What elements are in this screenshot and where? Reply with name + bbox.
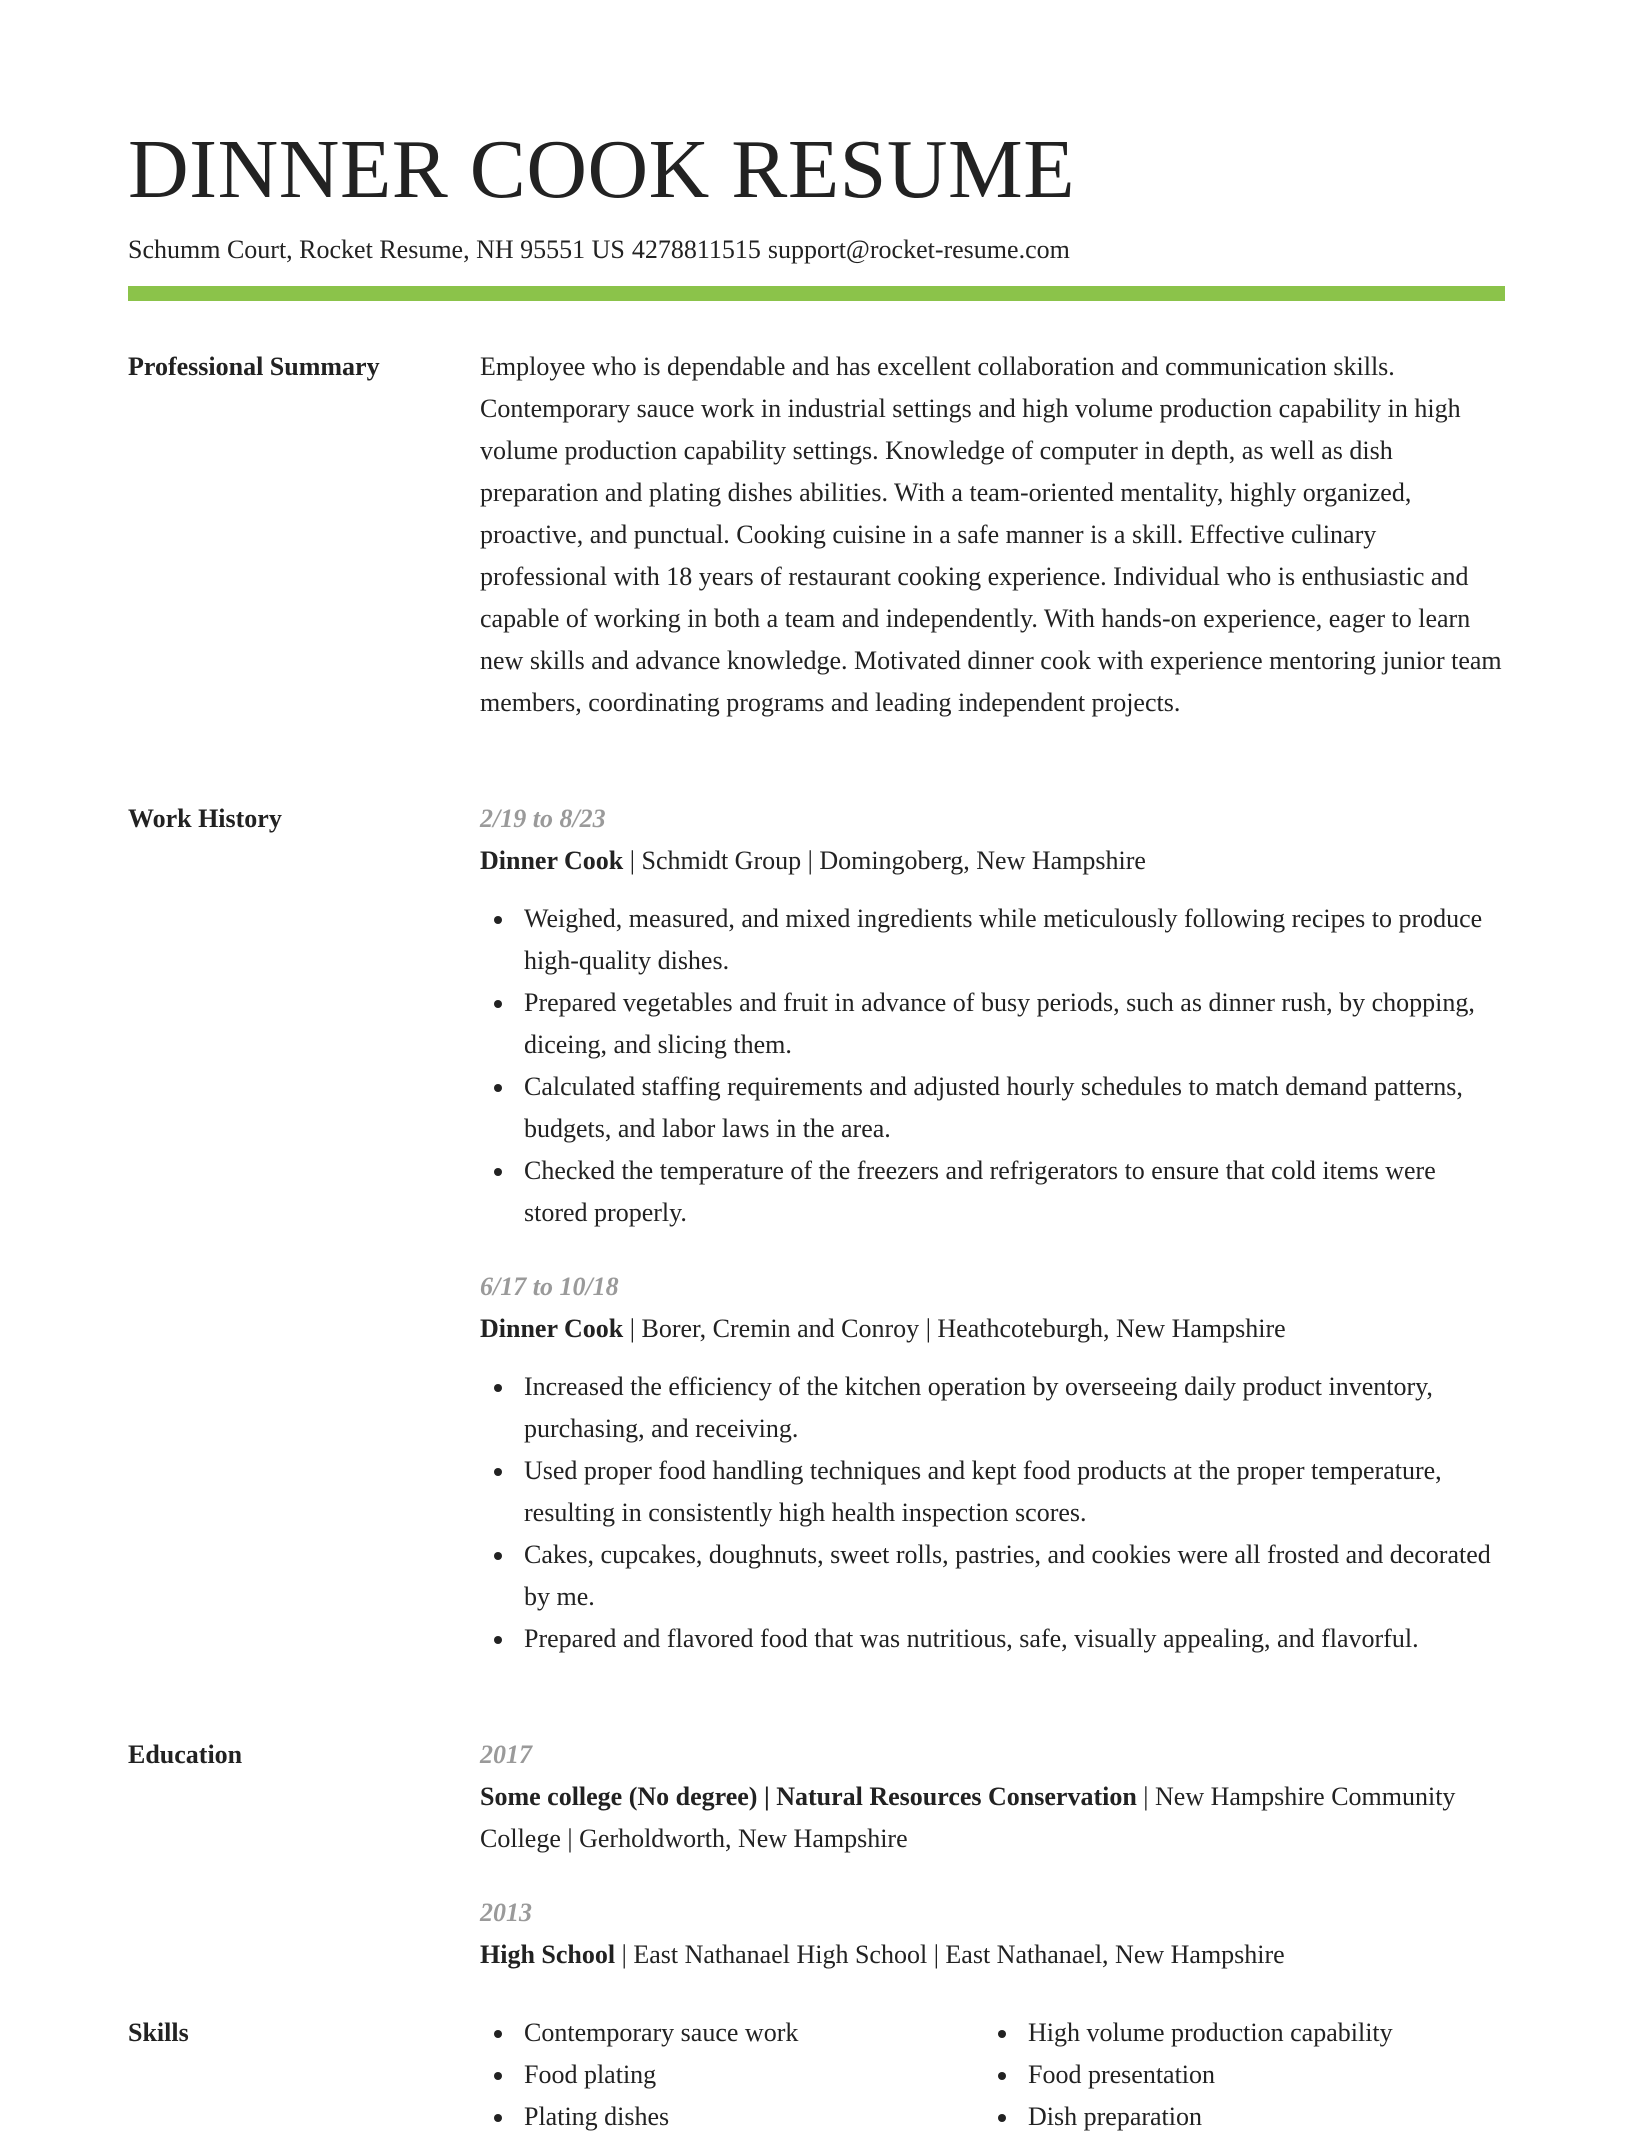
job-title: Dinner Cook [480, 846, 624, 875]
contact-address: Schumm Court, Rocket Resume, NH 95551 US [128, 235, 625, 264]
job-location: Domingoberg, New Hampshire [819, 846, 1146, 875]
job-location: Heathcoteburgh, New Hampshire [937, 1314, 1286, 1343]
work-history-body [480, 798, 1505, 1660]
skills-column-left [480, 2012, 984, 2138]
job-company: Schmidt Group [641, 846, 802, 875]
education-school: East Nathanael High School [633, 1940, 928, 1969]
job-entry [480, 1266, 1505, 1660]
skills-grid [480, 2012, 1505, 2138]
list-item: Dish preparation [984, 2096, 1488, 2138]
education-location: Gerholdworth, New Hampshire [579, 1824, 908, 1853]
job-header: Dinner Cook | Schmidt Group | Domingoberg, New Hampshire [480, 846, 1146, 875]
education-degree: High School [480, 1940, 616, 1969]
job-dates: 6/17 to 10/18 [480, 1272, 619, 1301]
list-item: Prepared vegetables and fruit in advance of busy periods, such as dinner rush, by chopping, diceing, and slicing them. [480, 982, 1505, 1066]
job-entry [480, 798, 1505, 1234]
list-item: Checked the temperature of the freezers and refrigerators to ensure that cold items were stored properly. [480, 1150, 1505, 1234]
section-label: Education [128, 1740, 243, 1769]
education-school: New Hampshire Community College [480, 1782, 1456, 1853]
summary-body [480, 346, 1505, 724]
education-header: High School | East Nathanael High School | East Nathanael, New Hampshire [480, 1940, 1285, 1969]
job-bullets [480, 1366, 1505, 1660]
section-label: Professional Summary [128, 352, 380, 381]
education-entry [480, 1734, 1505, 1860]
education-location: East Nathanael, New Hampshire [945, 1940, 1285, 1969]
summary-text: Employee who is dependable and has excellent collaboration and communication skills. Contemporary sauce work in industrial settings and high volume production capability in high volume production capability settings. Knowledge of computer in depth, as well as dish preparation and plating dishes abilities. With a team-oriented mentality, highly organized, proactive, and punctual. Cooking cuisine in a safe manner is a skill. Effective culinary professional with 18 years of restaurant cooking experience. Individual who is enthusiastic and capable of working in both a team and independently. With hands-on experience, eager to learn new skills and advance knowledge. Motivated dinner cook with experience mentoring junior team members, coordinating programs and leading independent projects. [480, 352, 1502, 717]
job-title: Dinner Cook [480, 1314, 624, 1343]
contact-line [128, 232, 1070, 268]
education-year: 2013 [480, 1898, 532, 1927]
list-item: Prepared and flavored food that was nutritious, safe, visually appealing, and flavorful. [480, 1618, 1505, 1660]
list-item: Calculated staffing requirements and adjusted hourly schedules to match demand patterns, budgets, and labor laws in the area. [480, 1066, 1505, 1150]
header-divider [128, 286, 1505, 301]
resume-title: DINNER COOK RESUME [128, 123, 1076, 216]
contact-phone: 4278811515 [631, 235, 761, 264]
job-header: Dinner Cook | Borer, Cremin and Conroy | Heathcoteburgh, New Hampshire [480, 1314, 1286, 1343]
list-item: Used proper food handling techniques and kept food products at the proper temperature, resulting in consistently high health inspection scores. [480, 1450, 1505, 1534]
skills-column-right [984, 2012, 1488, 2138]
education-entry [480, 1892, 1505, 1976]
contact-email: support@rocket-resume.com [767, 235, 1070, 264]
list-item: Weighed, measured, and mixed ingredients while meticulously following recipes to produce high-quality dishes. [480, 898, 1505, 982]
list-item: Plating dishes [480, 2096, 984, 2138]
list-item: Cakes, cupcakes, doughnuts, sweet rolls, pastries, and cookies were all frosted and decorated by me. [480, 1534, 1505, 1618]
section-label: Skills [128, 2018, 189, 2047]
job-bullets [480, 898, 1505, 1234]
section-label: Work History [128, 804, 282, 833]
education-body [480, 1734, 1505, 1976]
list-item: Food plating [480, 2054, 984, 2096]
education-degree: Some college (No degree) | Natural Resources Conservation [480, 1782, 1137, 1811]
list-item: Increased the efficiency of the kitchen operation by overseeing daily product inventory, purchasing, and receiving. [480, 1366, 1505, 1450]
education-year: 2017 [480, 1740, 532, 1769]
job-company: Borer, Cremin and Conroy [641, 1314, 920, 1343]
skills-body [480, 2012, 1505, 2138]
list-item: Food presentation [984, 2054, 1488, 2096]
list-item: Contemporary sauce work [480, 2012, 984, 2054]
job-dates: 2/19 to 8/23 [480, 804, 606, 833]
education-header: Some college (No degree) | Natural Resources Conservation | New Hampshire Community College | Gerholdworth, New Hampshire [480, 1782, 1456, 1853]
list-item: High volume production capability [984, 2012, 1488, 2054]
